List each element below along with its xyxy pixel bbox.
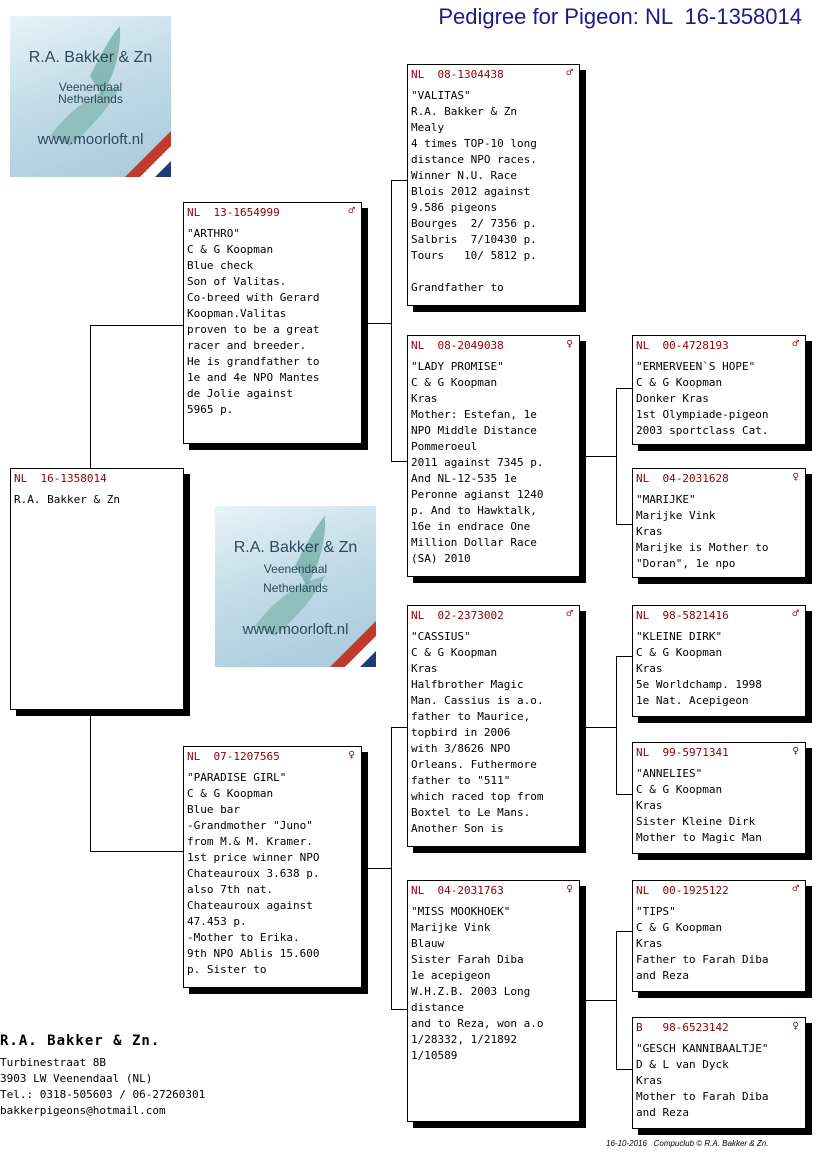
- owner-address-street: Turbinestraat 8B: [0, 1056, 106, 1069]
- pigeon-card-dam-sire-dam[interactable]: [632, 742, 806, 854]
- pigeon-details: [636, 629, 802, 709]
- pigeon-name: "ANNELIES": [636, 767, 703, 780]
- detail-line: Sister Farah Diba: [411, 953, 524, 966]
- detail-line: Pommeroeul: [411, 440, 478, 453]
- connector: [616, 1069, 632, 1070]
- detail-line: Marijke is Mother to: [636, 541, 769, 554]
- detail-line: C & G Koopman: [636, 646, 723, 659]
- pigeon-details: [636, 904, 802, 984]
- connector: [391, 727, 392, 1009]
- detail-line: Kras: [636, 799, 663, 812]
- owner-phone: Tel.: 0318-505603 / 06-27260301: [0, 1088, 206, 1101]
- connector: [616, 524, 632, 525]
- detail-line: 1st Olympiade-pigeon: [636, 408, 769, 421]
- detail-line: Halfbrother Magic: [411, 678, 524, 691]
- ring-number: B 98-6523142: [636, 1021, 729, 1034]
- pigeon-name: "VALITAS": [411, 89, 471, 102]
- detail-line: from M.& M. Kramer.: [187, 835, 313, 848]
- connector: [616, 794, 632, 795]
- pigeon-card-dam-dam-sire[interactable]: [632, 880, 806, 992]
- pigeon-card-dam-sire-sire[interactable]: [632, 605, 806, 717]
- pigeon-card-dam-dam-dam[interactable]: [632, 1017, 806, 1129]
- male-icon: ♂: [792, 337, 799, 350]
- owner-email[interactable]: bakkerpigeons@hotmail.com: [0, 1104, 166, 1117]
- detail-line: 2003 sportclass Cat.: [636, 424, 769, 437]
- detail-line: Mother: Estefan, 1e: [411, 408, 537, 421]
- detail-line: He is grandfather to: [187, 355, 320, 368]
- female-icon: ♀: [792, 470, 799, 483]
- detail-line: C & G Koopman: [636, 376, 723, 389]
- connector: [362, 868, 391, 869]
- detail-line: Chateauroux 3.638 p.: [187, 867, 320, 880]
- detail-line: 1st price winner NPO: [187, 851, 320, 864]
- pigeon-details: [636, 359, 802, 439]
- pigeon-name: "MISS MOOKHOEK": [411, 905, 511, 918]
- detail-line: Father to Farah Diba: [636, 953, 769, 966]
- ring-number: NL 08-2049038: [411, 339, 504, 352]
- logo-name: R.A. Bakker & Zn: [233, 539, 358, 556]
- detail-line: also 7th nat.: [187, 883, 274, 896]
- detail-line: and Reza: [636, 1106, 689, 1119]
- detail-line: 1/10589: [411, 1049, 458, 1062]
- detail-line: 5965 p.: [187, 403, 234, 416]
- detail-line: which raced top from: [411, 790, 544, 803]
- detail-line: Marijke Vink: [636, 509, 716, 522]
- loft-logo: [10, 16, 171, 177]
- detail-line: and to Reza, won a.o: [411, 1017, 544, 1030]
- detail-line: Chateauroux against: [187, 899, 313, 912]
- connector: [391, 1009, 407, 1010]
- page-title: Pedigree for Pigeon: NL 16-1358014: [438, 4, 802, 29]
- female-icon: ♀: [348, 748, 355, 761]
- detail-line: Man. Cassius is a.o.: [411, 694, 544, 707]
- detail-line: NPO Middle Distance: [411, 424, 537, 437]
- detail-line: with 3/8626 NPO: [411, 742, 511, 755]
- detail-line: and Reza: [636, 969, 689, 982]
- pigeon-name: "KLEINE DIRK": [636, 630, 723, 643]
- pigeon-card-dam-sire[interactable]: [407, 605, 580, 847]
- detail-line: Marijke Vink: [411, 921, 491, 934]
- male-icon: ♂: [566, 66, 573, 79]
- connector: [616, 656, 617, 794]
- logo-name: R.A. Bakker & Zn: [28, 49, 153, 66]
- detail-line: racer and breeder.: [187, 339, 307, 352]
- owner-contact: [0, 1033, 205, 1119]
- detail-line: Mother to Farah Diba: [636, 1090, 769, 1103]
- ring-number: NL 04-2031763: [411, 884, 504, 897]
- detail-line: p. And to Hawktalk,: [411, 504, 537, 517]
- owner-name: R.A. Bakker & Zn.: [0, 1033, 161, 1049]
- detail-line: -Mother to Erika.: [187, 931, 300, 944]
- pigeon-name: "CASSIUS": [411, 630, 471, 643]
- loft-logo-center: [215, 506, 376, 667]
- pigeon-details: [411, 359, 576, 567]
- detail-line: de Jolie against: [187, 387, 293, 400]
- female-icon: ♀: [566, 882, 573, 895]
- connector: [616, 931, 632, 932]
- detail-line: Kras: [636, 662, 663, 675]
- female-icon: ♀: [792, 744, 799, 757]
- pigeon-card-sire-dam[interactable]: [407, 335, 580, 577]
- pigeon-card-sire-dam-sire[interactable]: [632, 335, 806, 445]
- connector: [616, 931, 617, 1069]
- connector: [90, 851, 183, 852]
- detail-line: 1e acepigeon: [411, 969, 491, 982]
- detail-line: Another Son is: [411, 822, 504, 835]
- connector: [391, 180, 407, 181]
- detail-line: p. Sister to: [187, 963, 267, 976]
- pigeon-details: [187, 770, 358, 978]
- detail-line: Sister Kleine Dirk: [636, 815, 756, 828]
- detail-line: Winner N.U. Race: [411, 169, 517, 182]
- detail-line: W.H.Z.B. 2003 Long: [411, 985, 531, 998]
- pigeon-card-sire[interactable]: [183, 202, 362, 444]
- detail-line: 5e Worldchamp. 1998: [636, 678, 762, 691]
- detail-line: Blauw: [411, 937, 445, 950]
- connector: [616, 656, 632, 657]
- pigeon-name: "GESCH KANNIBAALTJE": [636, 1042, 769, 1055]
- connector: [616, 388, 617, 524]
- detail-line: Kras: [411, 392, 438, 405]
- detail-line: Kras: [636, 937, 663, 950]
- detail-line: Orleans. Futhermore: [411, 758, 537, 771]
- owner-address-city: 3903 LW Veenendaal (NL): [0, 1072, 153, 1085]
- detail-line: Koopman.Valitas: [187, 307, 287, 320]
- pigeon-details: [411, 88, 576, 296]
- connector: [580, 456, 617, 457]
- ring-number: NL 13-1654999: [187, 206, 280, 219]
- logo-country: Netherlands: [263, 581, 328, 595]
- pigeon-details: [636, 766, 802, 846]
- pigeon-card-subject[interactable]: [10, 468, 184, 710]
- detail-line: C & G Koopman: [636, 921, 723, 934]
- connector: [90, 709, 91, 851]
- female-icon: ♀: [566, 337, 573, 350]
- connector: [580, 1000, 617, 1001]
- detail-line: Blue check: [187, 259, 254, 272]
- detail-line: 1e and 4e NPO Mantes: [187, 371, 320, 384]
- pigeon-details: [187, 226, 358, 418]
- detail-line: C & G Koopman: [411, 376, 498, 389]
- detail-line: 16e in endrace One: [411, 520, 531, 533]
- detail-line: C & G Koopman: [411, 646, 498, 659]
- detail-line: Mealy: [411, 121, 445, 134]
- pigeon-name: "LADY PROMISE": [411, 360, 504, 373]
- detail-line: R.A. Bakker & Zn: [14, 493, 120, 506]
- male-icon: ♂: [792, 607, 799, 620]
- pigeon-name: "ARTHRO": [187, 227, 240, 240]
- detail-line: 1e Nat. Acepigeon: [636, 694, 749, 707]
- detail-line: 1/28332, 1/21892: [411, 1033, 517, 1046]
- ring-number: NL 99-5971341: [636, 746, 729, 759]
- detail-line: (SA) 2010: [411, 552, 471, 565]
- pigeon-details: [411, 629, 576, 837]
- detail-line: -Grandmother "Juno": [187, 819, 313, 832]
- logo-city: Veenendaal: [58, 80, 123, 94]
- detail-line: Grandfather to: [411, 281, 504, 294]
- connector: [391, 461, 407, 462]
- ring-number: NL 98-5821416: [636, 609, 729, 622]
- pigeon-details: [636, 1041, 802, 1121]
- detail-line: Bourges 2/ 7356 p.: [411, 217, 537, 230]
- connector: [391, 180, 392, 461]
- detail-line: And NL-12-535 1e: [411, 472, 517, 485]
- logo-country: Netherlands: [58, 92, 123, 106]
- detail-line: Mother to Magic Man: [636, 831, 762, 844]
- detail-line: Peronne agianst 1240: [411, 488, 544, 501]
- pigeon-name: "ERMERVEEN`S HOPE": [636, 360, 756, 373]
- pigeon-name: "MARIJKE": [636, 493, 696, 506]
- logo-website: www.moorloft.nl: [242, 621, 349, 638]
- detail-line: Donker Kras: [636, 392, 709, 405]
- detail-line: father to "511": [411, 774, 511, 787]
- detail-line: C & G Koopman: [187, 243, 274, 256]
- pigeon-card-dam-dam[interactable]: [407, 880, 580, 1122]
- connector: [90, 325, 183, 326]
- detail-line: proven to be a great: [187, 323, 320, 336]
- detail-line: Blue bar: [187, 803, 240, 816]
- ring-number: NL 08-1304438: [411, 68, 504, 81]
- pigeon-name: "PARADISE GIRL": [187, 771, 287, 784]
- connector: [362, 323, 391, 324]
- detail-line: Salbris 7/10430 p.: [411, 233, 537, 246]
- pigeon-card-dam[interactable]: [183, 746, 362, 988]
- pigeon-card-sire-sire[interactable]: [407, 64, 580, 306]
- footer-credit: Compuclub © R.A. Bakker & Zn.: [653, 1139, 769, 1148]
- detail-line: Tours 10/ 5812 p.: [411, 249, 537, 262]
- detail-line: Kras: [411, 662, 438, 675]
- detail-line: distance NPO races.: [411, 153, 537, 166]
- detail-line: Kras: [636, 525, 663, 538]
- detail-line: 9.586 pigeons: [411, 201, 498, 214]
- detail-line: Boxtel to Le Mans.: [411, 806, 531, 819]
- detail-line: topbird in 2006: [411, 726, 511, 739]
- detail-line: Million Dollar Race: [411, 536, 537, 549]
- detail-line: C & G Koopman: [636, 783, 723, 796]
- male-icon: ♂: [348, 204, 355, 217]
- detail-line: 2011 against 7345 p.: [411, 456, 544, 469]
- ring-number: NL 00-4728193: [636, 339, 729, 352]
- detail-line: 4 times TOP-10 long: [411, 137, 537, 150]
- male-icon: ♂: [566, 607, 573, 620]
- logo-city: Veenendaal: [263, 562, 328, 576]
- detail-line: 47.453 p.: [187, 915, 247, 928]
- pigeon-card-sire-dam-dam[interactable]: [632, 468, 806, 578]
- detail-line: Co-breed with Gerard: [187, 291, 320, 304]
- ring-number: NL 16-1358014: [14, 472, 107, 485]
- male-icon: ♂: [792, 882, 799, 895]
- ring-number: NL 00-1925122: [636, 884, 729, 897]
- detail-line: Kras: [636, 1074, 663, 1087]
- ring-number: NL 04-2031628: [636, 472, 729, 485]
- connector: [616, 388, 632, 389]
- detail-line: [411, 264, 576, 280]
- pigeon-details: [636, 492, 802, 572]
- connector: [90, 325, 91, 468]
- detail-line: C & G Koopman: [187, 787, 274, 800]
- female-icon: ♀: [792, 1019, 799, 1032]
- footer-date: 16-10-2016: [606, 1139, 647, 1148]
- detail-line: R.A. Bakker & Zn: [411, 105, 517, 118]
- detail-line: 9th NPO Ablis 15.600: [187, 947, 320, 960]
- pigeon-details: [14, 492, 180, 508]
- logo-website: www.moorloft.nl: [37, 131, 144, 148]
- detail-line: D & L van Dyck: [636, 1058, 729, 1071]
- pigeon-details: [411, 904, 576, 1064]
- footer: [606, 1139, 768, 1148]
- detail-line: Son of Valitas.: [187, 275, 287, 288]
- pigeon-name: "TIPS": [636, 905, 676, 918]
- detail-line: distance: [411, 1001, 464, 1014]
- ring-number: NL 07-1207565: [187, 750, 280, 763]
- detail-line: "Doran", 1e npo: [636, 557, 736, 570]
- detail-line: father to Maurice,: [411, 710, 531, 723]
- connector: [391, 727, 407, 728]
- detail-line: Blois 2012 against: [411, 185, 531, 198]
- connector: [580, 727, 617, 728]
- ring-number: NL 02-2373002: [411, 609, 504, 622]
